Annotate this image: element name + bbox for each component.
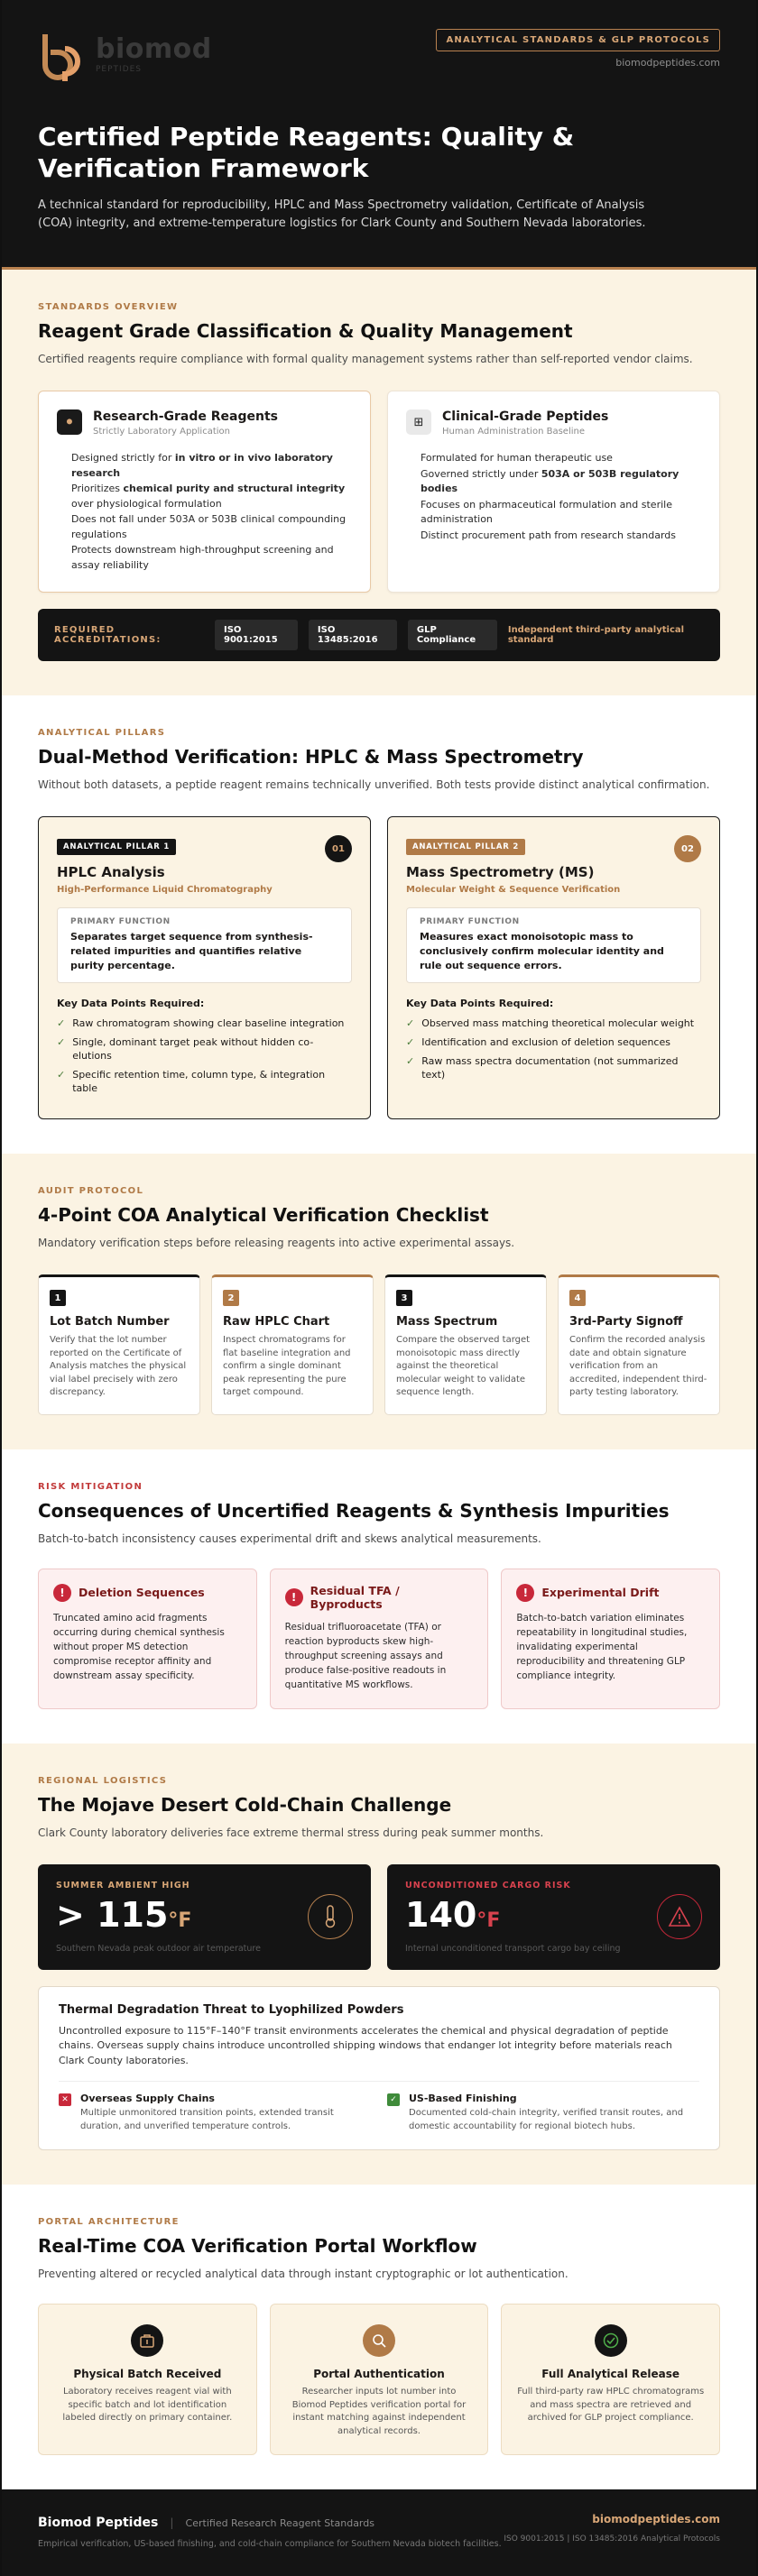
accreditation-pill: ISO 9001:2015: [215, 620, 298, 650]
section-subtitle: Without both datasets, a peptide reagent remains technically unverified. Both tests provide distinct analytical confirmation.: [38, 778, 710, 791]
temp-note: Southern Nevada peak outdoor air temperature: [56, 1943, 261, 1954]
ambient-temp-card: [38, 1864, 371, 1970]
check-icon: ✓: [57, 1069, 66, 1081]
flask-icon: ⚫: [57, 409, 82, 435]
list-item: ✓ Identification and exclusion of deletion sequences: [406, 1036, 670, 1048]
thermal-title: Thermal Degradation Threat to Lyophilized Powders: [59, 2002, 404, 2017]
section-subtitle: Mandatory verification steps before releasing reagents into active experimental assays.: [38, 1237, 515, 1249]
accreditations-label: REQUIRED ACCREDITATIONS:: [54, 625, 162, 645]
package-icon: [131, 2324, 163, 2357]
list-item: Distinct procurement path from research standards: [421, 529, 676, 541]
primary-function-text: Measures exact monoisotopic mass to conclusively confirm molecular identity and rule out sequence errors.: [420, 931, 664, 971]
audit-section: [2, 1154, 756, 1449]
risk-card: [270, 1569, 489, 1709]
list-item: ✓ Single, dominant target peak without hidden co-elutions: [57, 1036, 314, 1062]
key-data-heading: Key Data Points Required:: [406, 998, 554, 1009]
workflow-title: Physical Batch Received: [73, 2368, 222, 2380]
step-text: Confirm the recorded analysis date and obtain signature verification from an accredited, independent third-party testing laboratory.: [569, 1335, 707, 1397]
risk-text: Batch-to-batch variation eliminates repeatability in longitudinal studies, invalidating experimental reproducibility and threatening GLP compliance integrity.: [516, 1612, 688, 1681]
risk-card: [501, 1569, 720, 1709]
check-circle-icon: [595, 2324, 627, 2357]
footer-description: Empirical verification, US-based finishing, and cold-chain compliance for Southern Nevada biotech facilities.: [38, 2539, 502, 2549]
temp-label: SUMMER AMBIENT HIGH: [56, 1880, 190, 1891]
pillar-title: Mass Spectrometry (MS): [406, 864, 595, 880]
check-icon: ✓: [406, 1017, 415, 1029]
card-subtitle: Human Administration Baseline: [442, 427, 585, 437]
pillar-badge: ANALYTICAL PILLAR 1: [57, 839, 176, 855]
risk-title: Residual TFA / Byproducts: [310, 1583, 400, 1611]
portal-section: [2, 2185, 756, 2489]
workflow-title: Full Analytical Release: [541, 2368, 680, 2380]
search-icon: [363, 2324, 395, 2357]
section-eyebrow: STANDARDS OVERVIEW: [38, 302, 179, 312]
section-title: Reagent Grade Classification & Quality Management: [38, 320, 573, 342]
check-icon: ✓: [387, 2093, 400, 2106]
risk-title: Experimental Drift: [541, 1586, 660, 1599]
list-item: Designed strictly for in vitro or in vivo laboratory research: [71, 452, 333, 479]
accreditation-pill: ISO 13485:2016: [309, 620, 397, 650]
pillar-subtitle: Molecular Weight & Sequence Verification: [406, 885, 621, 895]
check-icon: ✓: [406, 1055, 415, 1067]
accreditation-pill: GLP Compliance: [408, 620, 497, 650]
step-title: 3rd-Party Signoff: [569, 1315, 683, 1329]
key-data-heading: Key Data Points Required:: [57, 998, 205, 1009]
step-title: Lot Batch Number: [50, 1315, 170, 1329]
header-tag: ANALYTICAL STANDARDS & GLP PROTOCOLS: [436, 29, 720, 51]
thermometer-icon: [308, 1894, 353, 1939]
temp-value: > 115°F: [56, 1894, 192, 1935]
page-lead: A technical standard for reproducibility, HPLC and Mass Spectrometry validation, Certificate of Analysis (COA) integrity, and extreme-temperature logistics for Clark County and Southern Nevada laboratories.: [38, 198, 646, 230]
pillar-badge: ANALYTICAL PILLAR 2: [406, 839, 525, 855]
step-number: 2: [223, 1290, 239, 1306]
check-icon: ✓: [57, 1017, 66, 1029]
step-text: Compare the observed target monoisotopic mass directly against the theoretical molecular weight to validate sequence length.: [396, 1335, 531, 1397]
brand-logo[interactable]: [38, 29, 212, 81]
workflow-text: Laboratory receives reagent vial with specific batch and lot identification labeled directly on primary container.: [62, 2387, 233, 2423]
item-title: US-Based Finishing: [409, 2093, 517, 2104]
logo-mark-icon: [38, 29, 90, 81]
list-item: ✓ Raw chromatogram showing clear baseline integration: [57, 1017, 345, 1029]
header-url[interactable]: biomodpeptides.com: [615, 57, 720, 69]
pillars-section: [2, 695, 756, 1154]
checklist-step: [38, 1274, 200, 1415]
logo-subword: PEPTIDES: [96, 65, 143, 74]
list-item: Protects downstream high-throughput screening and assay reliability: [71, 544, 334, 571]
medical-plus-icon: ⊞: [406, 409, 431, 435]
risk-text: Truncated amino acid fragments occurring during chemical synthesis without proper MS detection compromise receptor affinity and downstream assay specificity.: [53, 1612, 225, 1681]
section-eyebrow: RISK MITIGATION: [38, 1481, 143, 1492]
section-eyebrow: ANALYTICAL PILLARS: [38, 728, 166, 738]
alert-icon: !: [53, 1584, 71, 1602]
close-icon: ✕: [59, 2093, 71, 2106]
step-number: 3: [396, 1290, 412, 1306]
footer-brand: Biomod Peptides: [38, 2516, 159, 2530]
list-item: ✓ Observed mass matching theoretical molecular weight: [406, 1017, 695, 1029]
pillar-title: HPLC Analysis: [57, 864, 165, 880]
temp-label: UNCONDITIONED CARGO RISK: [405, 1880, 571, 1891]
section-title: The Mojave Desert Cold-Chain Challenge: [38, 1793, 452, 1816]
workflow-text: Full third-party raw HPLC chromatograms and mass spectra are retrieved and archived for GLP project compliance.: [517, 2387, 705, 2423]
section-title: Dual-Method Verification: HPLC & Mass Spectrometry: [38, 746, 584, 768]
item-title: Overseas Supply Chains: [80, 2093, 215, 2104]
pillar-number: 02: [674, 835, 701, 862]
footer-standards: ISO 9001:2015 | ISO 13485:2016 Analytical Protocols: [504, 2535, 720, 2544]
ms-pillar-card: [387, 816, 720, 1119]
section-eyebrow: AUDIT PROTOCOL: [38, 1186, 144, 1196]
section-subtitle: Clark County laboratory deliveries face extreme thermal stress during peak summer months.: [38, 1826, 544, 1839]
section-eyebrow: REGIONAL LOGISTICS: [38, 1775, 168, 1786]
hplc-pillar-card: [38, 816, 371, 1119]
workflow-step: [501, 2304, 720, 2455]
section-subtitle: Certified reagents require compliance with formal quality management systems rather than self-reported vendor claims.: [38, 353, 693, 365]
primary-function-text: Separates target sequence from synthesis-related impurities and quantifies relative purity percentage.: [70, 931, 313, 971]
primary-function-box: [57, 907, 352, 983]
step-title: Raw HPLC Chart: [223, 1315, 330, 1329]
alert-icon: !: [516, 1584, 534, 1602]
section-title: Consequences of Uncertified Reagents & Synthesis Impurities: [38, 1499, 670, 1522]
cargo-temp-card: [387, 1864, 720, 1970]
temp-note: Internal unconditioned transport cargo bay ceiling: [405, 1943, 621, 1954]
thermal-threat-card: [38, 1986, 720, 2151]
primary-function-box: [406, 907, 701, 983]
check-icon: ✓: [406, 1036, 415, 1048]
workflow-step: [38, 2304, 257, 2455]
logistics-section: [2, 1743, 756, 2185]
overseas-item: [59, 2093, 371, 2133]
accreditations-bar: [38, 609, 720, 661]
workflow-title: Portal Authentication: [313, 2368, 445, 2380]
workflow-text: Researcher inputs lot number into Biomod Peptides verification portal for instant matching against independent analytical records.: [291, 2387, 467, 2436]
page-title: Certified Peptide Reagents: Quality & Verification Framework: [38, 122, 575, 183]
risk-card: [38, 1569, 257, 1709]
section-eyebrow: PORTAL ARCHITECTURE: [38, 2217, 180, 2227]
clinical-grade-card: [387, 391, 720, 593]
list-item: Focuses on pharmaceutical formulation and sterile administration: [421, 498, 672, 525]
step-title: Mass Spectrum: [396, 1315, 498, 1329]
risk-title: Deletion Sequences: [79, 1586, 205, 1599]
list-item: ✓ Raw mass spectra documentation (not summarized text): [406, 1055, 679, 1081]
footer-cert: Certified Research Reagent Standards: [185, 2517, 374, 2529]
list-item: ✓ Specific retention time, column type, & integration table: [57, 1069, 326, 1094]
section-subtitle: Preventing altered or recycled analytical data through instant cryptographic or lot authentication.: [38, 2268, 568, 2280]
primary-function-label: PRIMARY FUNCTION: [420, 917, 520, 926]
primary-function-label: PRIMARY FUNCTION: [70, 917, 171, 926]
risk-text: Residual trifluoroacetate (TFA) or reaction byproducts skew high-throughput screening assays and produce false-positive readouts in quantitative MS workflows.: [284, 1621, 447, 1690]
card-title: Clinical-Grade Peptides: [442, 409, 609, 424]
item-text: Multiple unmonitored transition points, extended transit duration, and unverified temperature controls.: [80, 2108, 334, 2131]
footer-url-link[interactable]: biomodpeptides.com: [592, 2513, 720, 2525]
card-subtitle: Strictly Laboratory Application: [93, 427, 230, 437]
pillar-number: 01: [325, 835, 352, 862]
logo-wordmark: biomod: [96, 33, 212, 65]
checklist-step: [384, 1274, 547, 1415]
research-grade-card: [38, 391, 371, 593]
step-text: Verify that the lot number reported on the Certificate of Analysis matches the physical vial label precisely with zero discrepancy.: [50, 1335, 187, 1397]
footer: [2, 2489, 756, 2576]
list-item: Formulated for human therapeutic use: [421, 452, 613, 464]
step-number: 4: [569, 1290, 586, 1306]
list-item: Governed strictly under 503A or 503B regulatory bodies: [421, 467, 679, 494]
section-subtitle: Batch-to-batch inconsistency causes experimental drift and skews analytical measurements.: [38, 1532, 541, 1545]
thermal-text: Uncontrolled exposure to 115°F–140°F transit environments accelerates the chemical and physical degradation of peptide chains. Overseas supply chains introduce uncontrolled shipping windows that endanger lot integrity before materials reach Clark County laboratories.: [59, 2024, 672, 2066]
standards-section: [2, 270, 756, 695]
checklist-step: [558, 1274, 720, 1415]
checklist-step: [211, 1274, 374, 1415]
footer-separator: |: [170, 2516, 174, 2529]
list-item: Does not fall under 503A or 503B clinical compounding regulations: [71, 513, 347, 540]
us-finishing-item: [387, 2093, 699, 2133]
card-title: Research-Grade Reagents: [93, 409, 278, 424]
section-title: Real-Time COA Verification Portal Workflow: [38, 2235, 477, 2257]
step-number: 1: [50, 1290, 66, 1306]
alert-icon: !: [285, 1588, 303, 1606]
item-text: Documented cold-chain integrity, verified transit routes, and domestic accountability for regional biotech hubs.: [409, 2108, 684, 2131]
pillar-subtitle: High-Performance Liquid Chromatography: [57, 885, 273, 895]
list-item: Prioritizes chemical purity and structural integrity over physiological formulation: [71, 483, 346, 510]
workflow-step: [270, 2304, 489, 2455]
hero-header: [2, 0, 756, 270]
risk-section: [2, 1449, 756, 1743]
section-title: 4-Point COA Analytical Verification Checklist: [38, 1204, 489, 1226]
accreditations-note: Independent third-party analytical standard: [507, 625, 685, 645]
warning-triangle-icon: [657, 1894, 702, 1939]
temp-value: 140°F: [405, 1894, 501, 1935]
check-icon: ✓: [57, 1036, 66, 1048]
step-text: Inspect chromatograms for flat baseline integration and confirm a single dominant peak representing the pure target compound.: [223, 1335, 351, 1397]
